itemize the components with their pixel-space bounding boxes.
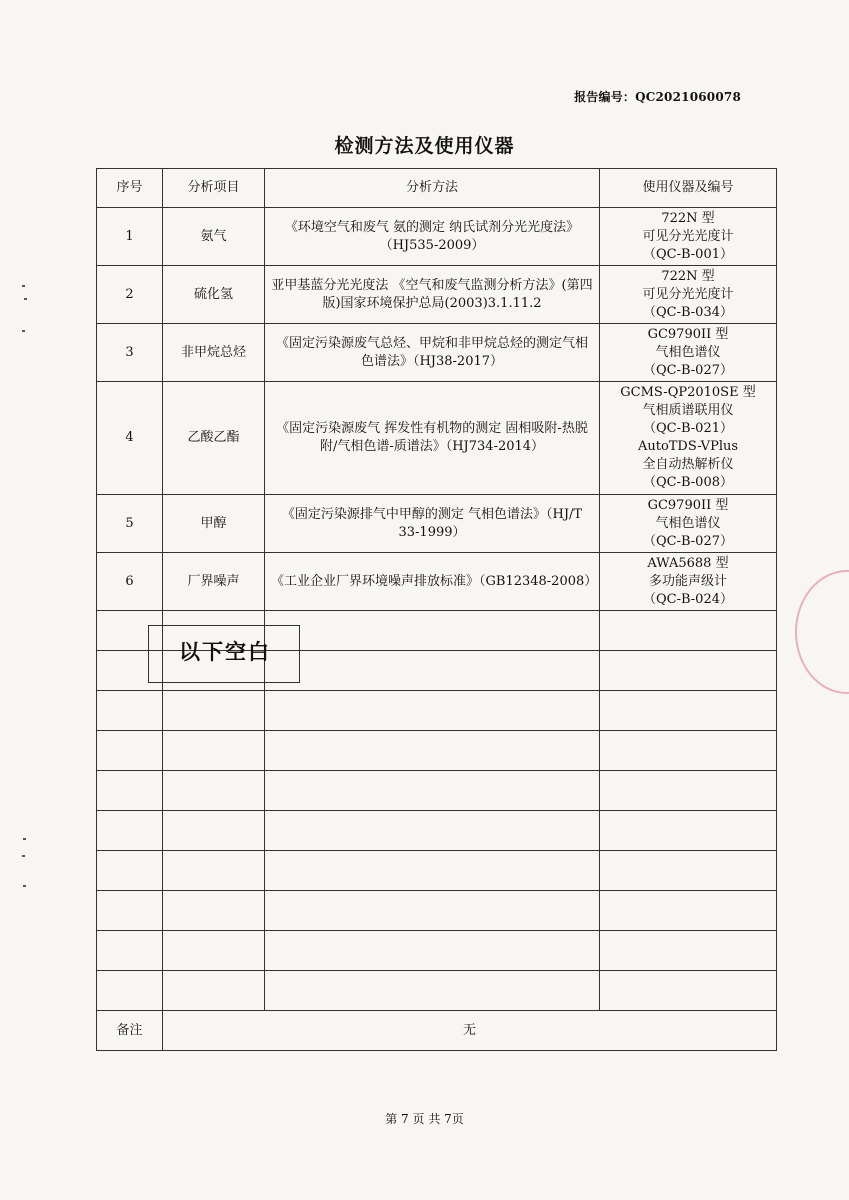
instrument-cell bbox=[600, 495, 777, 553]
analysis-item: 非甲烷总烃 bbox=[163, 324, 265, 382]
empty-row bbox=[97, 851, 777, 891]
column-header: 分析方法 bbox=[265, 169, 600, 208]
scan-speck bbox=[23, 885, 26, 887]
scan-speck bbox=[23, 838, 26, 840]
analysis-item: 乙酸乙酯 bbox=[163, 382, 265, 495]
instrument-line: AutoTDS-VPlus bbox=[637, 439, 739, 454]
instrument-line: 可见分光光度计 bbox=[642, 228, 734, 244]
instrument-line: GCMS-QP2010SE 型 bbox=[620, 385, 756, 400]
empty-row bbox=[97, 891, 777, 931]
empty-row bbox=[97, 691, 777, 731]
instrument-line: （QC-B-027） bbox=[643, 362, 733, 378]
analysis-item: 厂界噪声 bbox=[163, 553, 265, 611]
table-row bbox=[97, 495, 777, 553]
instrument-line: GC9790II 型 bbox=[647, 497, 729, 513]
page-footer: 第 7 页 共 7页 bbox=[385, 1112, 464, 1126]
analysis-method: 亚甲基蓝分光光度法 《空气和废气监测分析方法》(第四版)国家环境保护总局(2003)3.1.11.2 bbox=[265, 266, 600, 324]
analysis-item: 氨气 bbox=[163, 208, 265, 266]
instrument-line: 722N 型 bbox=[661, 268, 715, 284]
table-row bbox=[97, 266, 777, 324]
instrument-cell bbox=[600, 208, 777, 266]
instrument-line: 722N 型 bbox=[661, 210, 715, 226]
instrument-line: （QC-B-021） bbox=[643, 421, 733, 436]
column-header: 使用仪器及编号 bbox=[600, 169, 777, 208]
blank-below-stamp: 以下空白 bbox=[148, 625, 300, 683]
instrument-cell bbox=[600, 382, 777, 495]
scan-speck bbox=[22, 285, 25, 287]
empty-row bbox=[97, 771, 777, 811]
note-label: 备注 bbox=[97, 1011, 163, 1051]
table-row bbox=[97, 324, 777, 382]
analysis-method: 《环境空气和废气 氨的测定 纳氏试剂分光光度法》（HJ535-2009） bbox=[265, 208, 600, 266]
analysis-method: 《固定污染源废气 挥发性有机物的测定 固相吸附-热脱附/气相色谱-质谱法》（HJ734-2014） bbox=[265, 382, 600, 495]
instrument-line: 气相色谱仪 bbox=[655, 344, 721, 360]
empty-row bbox=[97, 931, 777, 971]
analysis-method: 《工业企业厂界环境噪声排放标准》（GB12348-2008） bbox=[265, 553, 600, 611]
instrument-line: （QC-B-027） bbox=[643, 533, 733, 549]
row-number: 3 bbox=[97, 324, 163, 382]
seal-mark bbox=[795, 570, 849, 694]
analysis-item: 甲醇 bbox=[163, 495, 265, 553]
table-row bbox=[97, 553, 777, 611]
instrument-line: （QC-B-024） bbox=[643, 591, 733, 607]
table-header-row bbox=[97, 169, 777, 208]
scan-speck bbox=[24, 298, 27, 300]
row-number: 5 bbox=[97, 495, 163, 553]
instrument-line: 全自动热解析仪 bbox=[642, 457, 734, 472]
report-number: 报告编号：QC2021060078 bbox=[574, 90, 741, 104]
analysis-item: 硫化氢 bbox=[163, 266, 265, 324]
analysis-method: 《固定污染源排气中甲醇的测定 气相色谱法》（HJ/T 33-1999） bbox=[265, 495, 600, 553]
table-row bbox=[97, 382, 777, 495]
instrument-line: 可见分光光度计 bbox=[642, 286, 734, 302]
instrument-line: （QC-B-001） bbox=[643, 246, 733, 262]
instrument-line: 多功能声级计 bbox=[648, 573, 727, 589]
empty-row bbox=[97, 731, 777, 771]
column-header: 序号 bbox=[97, 169, 163, 208]
empty-row bbox=[97, 971, 777, 1011]
instrument-cell bbox=[600, 266, 777, 324]
methods-table bbox=[96, 168, 777, 1051]
page-title: 检测方法及使用仪器 bbox=[334, 135, 515, 157]
row-number: 1 bbox=[97, 208, 163, 266]
empty-row bbox=[97, 811, 777, 851]
scan-speck bbox=[22, 855, 25, 857]
instrument-line: 气相质谱联用仪 bbox=[642, 403, 734, 418]
note-value: 无 bbox=[163, 1011, 777, 1051]
scan-speck bbox=[22, 330, 25, 332]
row-number: 2 bbox=[97, 266, 163, 324]
row-number: 6 bbox=[97, 553, 163, 611]
column-header: 分析项目 bbox=[163, 169, 265, 208]
instrument-cell bbox=[600, 324, 777, 382]
table-row bbox=[97, 208, 777, 266]
row-number: 4 bbox=[97, 382, 163, 495]
instrument-line: 气相色谱仪 bbox=[655, 515, 721, 531]
instrument-line: GC9790II 型 bbox=[647, 326, 729, 342]
instrument-line: AWA5688 型 bbox=[647, 555, 729, 571]
note-row bbox=[97, 1011, 777, 1051]
instrument-cell bbox=[600, 553, 777, 611]
analysis-method: 《固定污染源废气总烃、甲烷和非甲烷总烃的测定气相色谱法》（HJ38-2017） bbox=[265, 324, 600, 382]
instrument-line: （QC-B-008） bbox=[643, 475, 733, 490]
instrument-line: （QC-B-034） bbox=[643, 304, 733, 320]
